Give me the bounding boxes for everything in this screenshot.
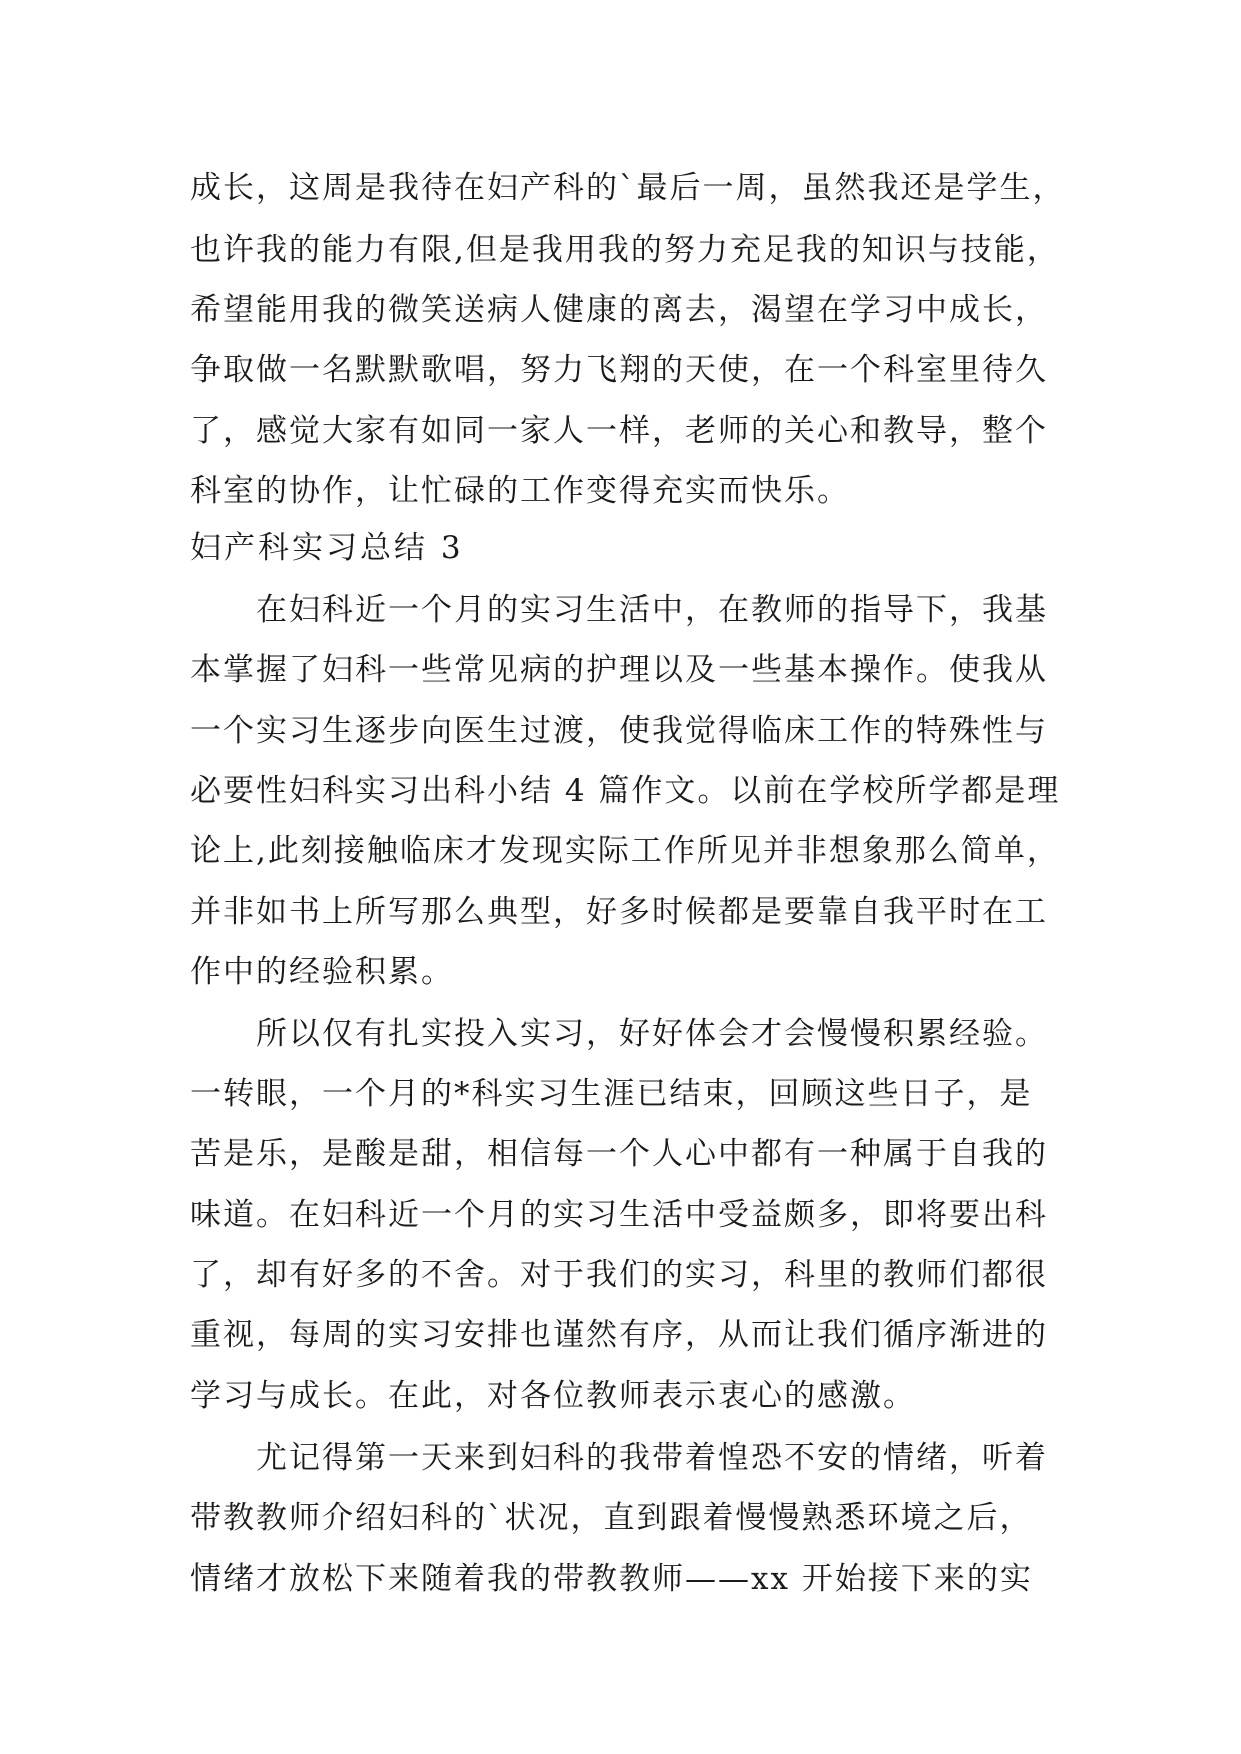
text-line-7: 在妇科近一个月的实习生活中，在教师的指导下，我基 <box>256 592 1048 628</box>
text-line-18: 了，却有好多的不舍。对于我们的实习，科里的教师们都很 <box>190 1257 1048 1293</box>
text-line-17: 味道。在妇科近一个月的实习生活中受益颇多，即将要出科 <box>190 1197 1048 1233</box>
text-line-22: 带教教师介绍妇科的`状况，直到跟着慢慢熟悉环境之后， <box>190 1500 1033 1536</box>
text-line-16: 苦是乐，是酸是甜，相信每一个人心中都有一种属于自我的 <box>190 1136 1048 1172</box>
text-line-1: 成长，这周是我待在妇产科的`最后一周，虽然我还是学生， <box>190 170 1066 206</box>
text-line-12: 并非如书上所写那么典型，好多时候都是要靠自我平时在工 <box>190 894 1048 930</box>
text-line-8: 本掌握了妇科一些常见病的护理以及一些基本操作。使我从 <box>190 652 1048 688</box>
text-line-23: 情绪才放松下来随着我的带教教师——xx 开始接下来的实 <box>190 1561 1033 1597</box>
text-line-20: 学习与成长。在此，对各位教师表示衷心的感激。 <box>190 1378 916 1414</box>
text-line-13: 作中的经验积累。 <box>190 954 454 990</box>
text-line-19: 重视，每周的实习安排也谨然有序，从而让我们循序渐进的 <box>190 1317 1048 1353</box>
text-line-4: 争取做一名默默歌唱，努力飞翔的天使，在一个科室里待久 <box>190 352 1048 388</box>
text-line-15: 一转眼，一个月的*科实习生涯已结束，回顾这些日子，是 <box>190 1076 1033 1112</box>
text-line-9: 一个实习生逐步向医生过渡，使我觉得临床工作的特殊性与 <box>190 713 1048 749</box>
text-line-14: 所以仅有扎实投入实习，好好体会才会慢慢积累经验。 <box>256 1016 1048 1052</box>
text-line-10: 必要性妇科实习出科小结 4 篇作文。以前在学校所学都是理 <box>190 773 1061 809</box>
text-line-2: 也许我的能力有限,但是我用我的努力充足我的知识与技能， <box>190 232 1060 268</box>
text-line-3: 希望能用我的微笑送病人健康的离去，渴望在学习中成长， <box>190 292 1048 328</box>
text-line-6: 科室的协作，让忙碌的工作变得充实而快乐。 <box>190 473 850 509</box>
section-heading: 妇产科实习总结 3 <box>190 530 464 566</box>
text-line-11: 论上,此刻接触临床才发现实际工作所见并非想象那么简单， <box>190 833 1060 869</box>
text-line-5: 了，感觉大家有如同一家人一样，老师的关心和教导，整个 <box>190 413 1048 449</box>
text-line-21: 尤记得第一天来到妇科的我带着惶恐不安的情绪，听着 <box>256 1440 1048 1476</box>
